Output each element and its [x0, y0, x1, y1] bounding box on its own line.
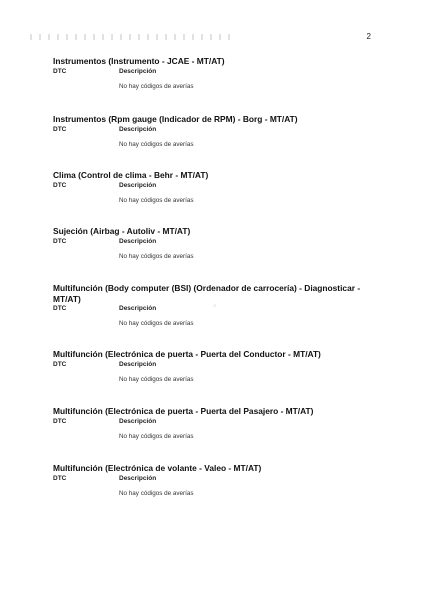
dtc-header: DTC [53, 181, 67, 189]
page-number: 2 [366, 32, 371, 41]
scan-artifact [30, 34, 230, 40]
no-codes-text: No hay códigos de averías [119, 320, 194, 327]
section-volante [53, 463, 378, 497]
no-codes-text: No hay códigos de averías [119, 82, 194, 90]
column-headers [53, 475, 378, 487]
section-title: Instrumentos (Instrumento - JCAE - MT/AT) [53, 56, 225, 66]
column-headers [53, 68, 378, 80]
section-title: Multifunción (Electrónica de puerta - Puerta del Conductor - MT/AT) [53, 349, 321, 359]
dtc-header: DTC [53, 474, 67, 482]
dtc-header: DTC [53, 67, 67, 75]
section-clima [53, 170, 378, 204]
dtc-header: DTC [53, 125, 67, 133]
section-title: Sujeción (Airbag - Autoliv - MT/AT) [53, 226, 191, 236]
section-sujecion [53, 226, 378, 260]
description-header: Descripción [119, 181, 157, 189]
no-codes-text: No hay códigos de averías [119, 432, 194, 440]
description-header: Descripción [119, 237, 157, 245]
no-codes-text: No hay códigos de averías [119, 489, 194, 497]
section-title: Clima (Control de clima - Behr - MT/AT) [53, 170, 209, 180]
no-codes-text: No hay códigos de averías [119, 140, 194, 148]
section-instrumentos-jcae [53, 56, 378, 90]
description-header: Descripción [119, 125, 157, 133]
no-codes-text: No hay códigos de averías [119, 252, 194, 260]
column-headers [53, 418, 378, 430]
column-headers [53, 361, 378, 373]
column-headers [53, 238, 378, 250]
description-header: Descripción [119, 67, 157, 75]
no-codes-text: No hay códigos de averías [119, 375, 194, 383]
description-header: Descripción [119, 360, 157, 368]
section-puerta-pasajero [53, 406, 378, 440]
section-puerta-conductor [53, 349, 378, 383]
dtc-header: DTC [53, 237, 67, 245]
no-codes-text: No hay códigos de averías [119, 196, 194, 204]
description-header: Descripción [119, 305, 157, 312]
dtc-header: DTC [53, 417, 67, 425]
section-title: Multifunción (Electrónica de puerta - Puerta del Pasajero - MT/AT) [53, 406, 314, 416]
dtc-header: DTC [53, 360, 67, 368]
section-title: Multifunción (Body computer (BSI) (Ordenador de carrocería) - Diagnosticar - MT/AT) [53, 283, 361, 304]
section-title: Instrumentos (Rpm gauge (Indicador de RPM) - Borg - MT/AT) [53, 114, 298, 124]
description-header: Descripción [119, 417, 157, 425]
column-headers [53, 126, 378, 138]
watermark: · [211, 296, 219, 316]
column-headers [53, 182, 378, 194]
section-instrumentos-rpm [53, 114, 378, 148]
section-title: Multifunción (Electrónica de volante - Valeo - MT/AT) [53, 463, 262, 473]
dtc-header: DTC [53, 305, 67, 312]
description-header: Descripción [119, 474, 157, 482]
